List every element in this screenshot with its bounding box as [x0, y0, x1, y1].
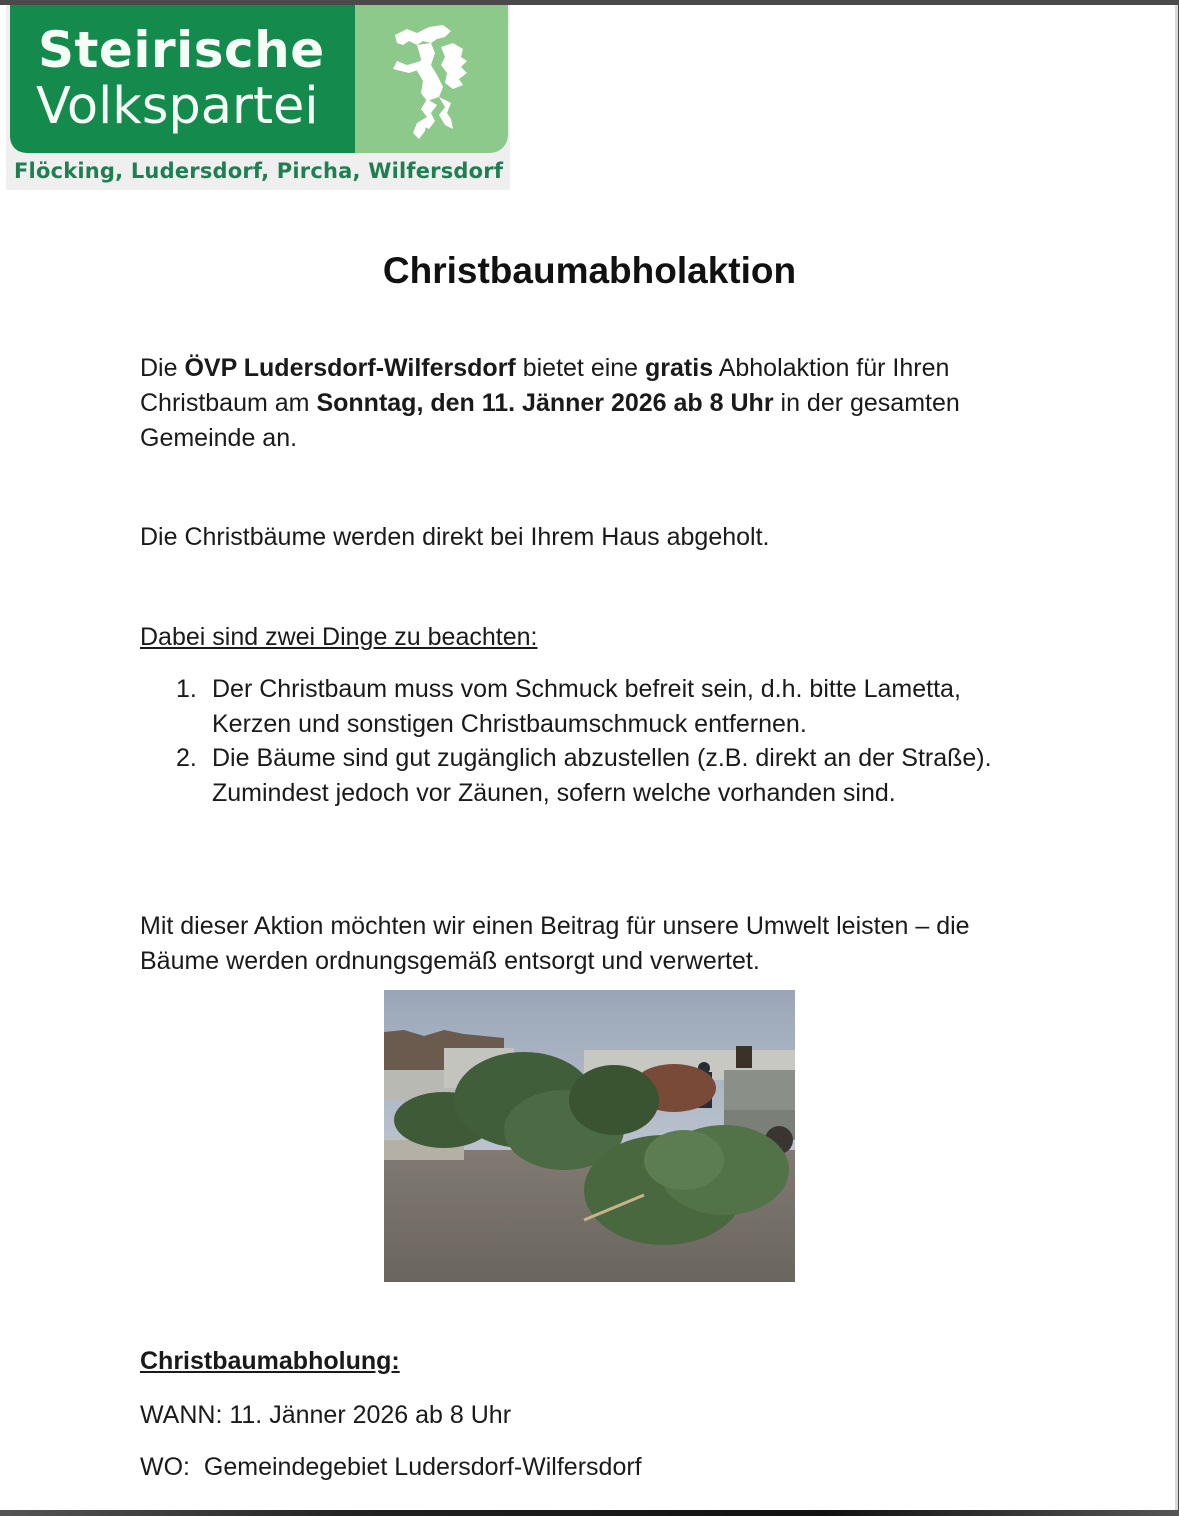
- page-title: Christbaumabholaktion: [382, 250, 797, 291]
- christmas-trees-photo: [384, 990, 795, 1282]
- list-item-number: 2.: [176, 744, 197, 772]
- when-label: WANN:: [140, 1401, 223, 1429]
- trees-photo-illustration: [384, 990, 795, 1282]
- free-label: gratis: [645, 354, 714, 382]
- list-item-text: Der Christbaum muss vom Schmuck befreit sein, d.h. bitte Lametta, Kerzen und sonstigen Christbaumschmuck entfernen.: [212, 675, 961, 738]
- list-item: [140, 672, 1040, 741]
- where-value: Gemeindegebiet Ludersdorf-Wilfersdorf: [203, 1453, 642, 1481]
- when-value: 11. Jänner 2026 ab 8 Uhr: [229, 1401, 512, 1429]
- environment-note: Mit dieser Aktion möchten wir einen Beitrag für unsere Umwelt leisten – die Bäume werden ordnungsgemäß entsorgt und verwertet.: [140, 912, 970, 975]
- notes-heading: Dabei sind zwei Dinge zu beachten:: [140, 623, 538, 651]
- event-date: Sonntag, den 11. Jänner 2026 ab 8 Uhr: [316, 389, 774, 417]
- organizer-name: ÖVP Ludersdorf-Wilfersdorf: [184, 354, 516, 382]
- list-item: [140, 741, 1040, 810]
- summary-when: [140, 1398, 1040, 1433]
- list-item-text: Die Bäume sind gut zugänglich abzustellen (z.B. direkt an der Straße). Zumindest jedoch vor Zäunen, sofern welche vorhanden sind.: [212, 744, 992, 807]
- pickup-note: Die Christbäume werden direkt bei Ihrem Haus abgeholt.: [140, 523, 770, 551]
- logo-subtitle: Flöcking, Ludersdorf, Pircha, Wilfersdorf: [14, 159, 504, 183]
- party-logo: [6, 5, 510, 190]
- intro-text-1: Die: [140, 354, 185, 382]
- logo-emblem-panel: [355, 5, 508, 153]
- intro-paragraph: [140, 351, 1040, 456]
- intro-text-4: in der gesamten Gemeinde an.: [140, 389, 960, 452]
- intro-text-3: Abholaktion für Ihren Christbaum am: [140, 354, 950, 417]
- notes-list: [140, 672, 1040, 810]
- logo-wordmark-panel: [10, 5, 355, 153]
- flyer-page: [0, 5, 1178, 1510]
- intro-text-2: bietet eine: [515, 354, 646, 382]
- logo-banner: [10, 5, 508, 153]
- styrian-panther-icon: [387, 17, 477, 142]
- summary-where: [140, 1450, 1040, 1485]
- where-label: WO:: [140, 1453, 190, 1481]
- bottom-edge: [0, 1510, 1179, 1516]
- summary-heading: Christbaumabholung:: [140, 1347, 400, 1375]
- list-item-number: 1.: [176, 675, 197, 703]
- logo-line-1: Steirische: [38, 21, 325, 79]
- logo-line-2: Volkspartei: [36, 77, 319, 136]
